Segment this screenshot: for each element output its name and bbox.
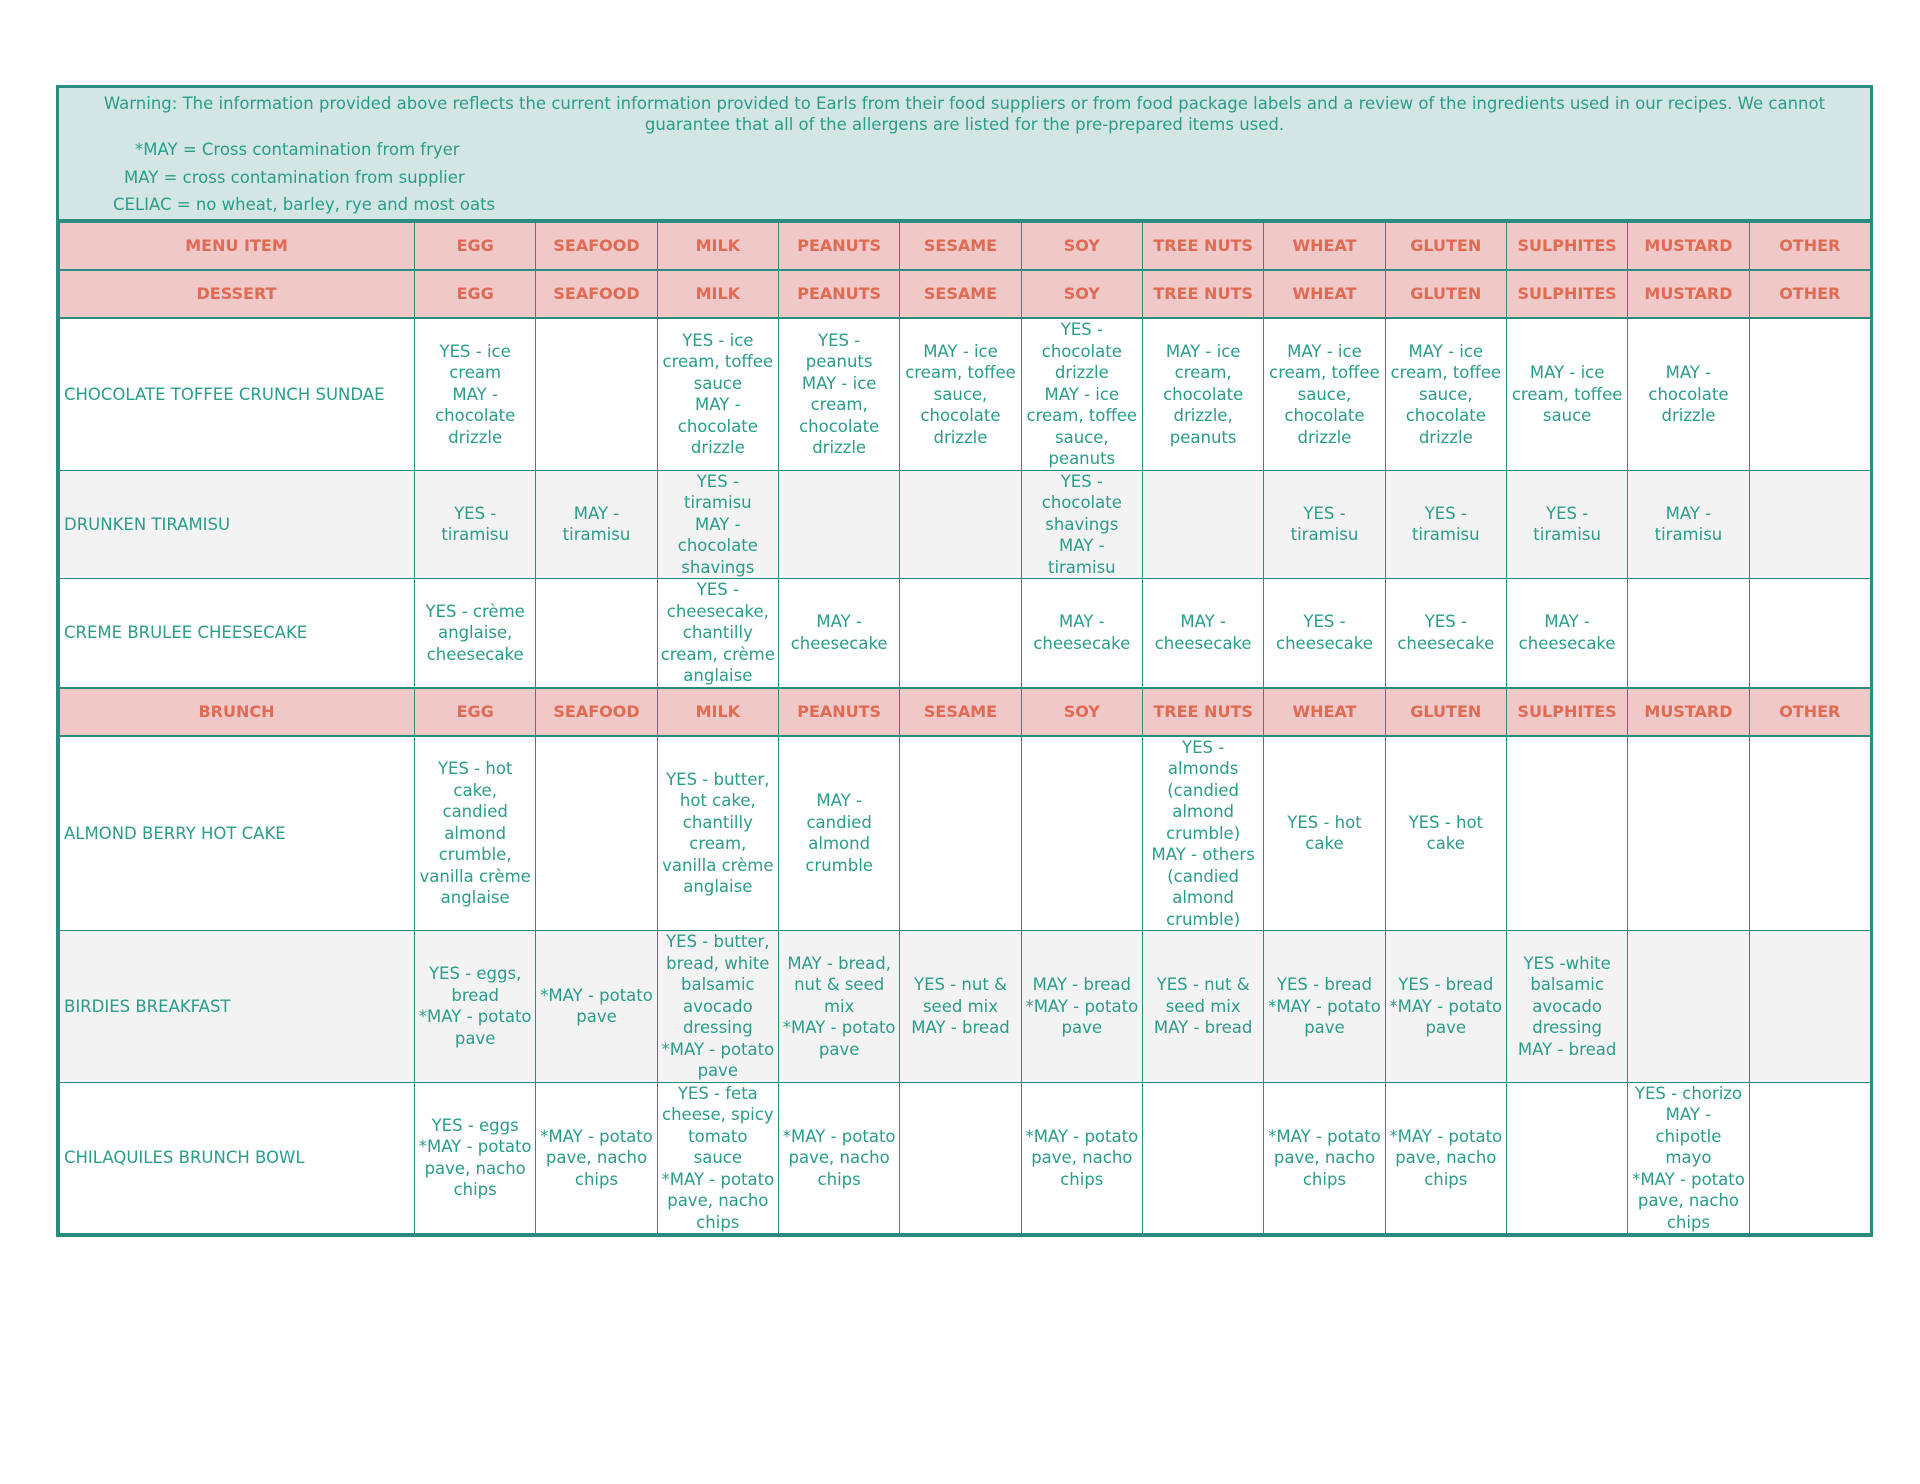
header-cell-gluten: GLUTEN (1385, 270, 1506, 318)
header-cell-peanuts: PEANUTS (778, 688, 899, 736)
cell-sulphites: MAY - cheesecake (1506, 579, 1627, 688)
table-row (60, 931, 1871, 1083)
header-cell-tree-nuts: TREE NUTS (1142, 270, 1263, 318)
header-cell-sulphites: SULPHITES (1506, 222, 1627, 270)
header-cell-seafood: SEAFOOD (536, 222, 657, 270)
cell-gluten: YES - hot cake (1385, 736, 1506, 931)
cell-egg: YES - ice cream MAY - chocolate drizzle (415, 318, 536, 470)
cell-peanuts: *MAY - potato pave, nacho chips (778, 1082, 899, 1234)
cell-gluten: YES - bread *MAY - potato pave (1385, 931, 1506, 1083)
cell-mustard: MAY - chocolate drizzle (1628, 318, 1749, 470)
table-row (60, 470, 1871, 579)
header-cell-seafood: SEAFOOD (536, 688, 657, 736)
header-cell-sesame: SESAME (900, 688, 1021, 736)
header-cell-mustard: MUSTARD (1628, 688, 1749, 736)
header-cell-label: DESSERT (60, 270, 415, 318)
cell-other (1749, 736, 1870, 931)
legend-celiac: CELIAC = no wheat, barley, rye and most oats (113, 195, 496, 214)
cell-milk: YES - butter, bread, white balsamic avocado dressing *MAY - potato pave (657, 931, 778, 1083)
cell-sesame: YES - nut & seed mix MAY - bread (900, 931, 1021, 1083)
cell-sesame (900, 1082, 1021, 1234)
header-cell-label: BRUNCH (60, 688, 415, 736)
section-header-dessert (60, 270, 1871, 318)
cell-sesame (900, 736, 1021, 931)
cell-other (1749, 579, 1870, 688)
cell-peanuts: YES - peanuts MAY - ice cream, chocolate drizzle (778, 318, 899, 470)
cell-mustard (1628, 931, 1749, 1083)
cell-soy: MAY - bread *MAY - potato pave (1021, 931, 1142, 1083)
header-cell-tree-nuts: TREE NUTS (1142, 688, 1263, 736)
menu-item-name: DRUNKEN TIRAMISU (60, 470, 415, 579)
header-cell-gluten: GLUTEN (1385, 688, 1506, 736)
cell-sulphites: YES -white balsamic avocado dressing MAY - bread (1506, 931, 1627, 1083)
cell-wheat: YES - bread *MAY - potato pave (1264, 931, 1385, 1083)
header-cell-sesame: SESAME (900, 222, 1021, 270)
cell-sesame (900, 579, 1021, 688)
cell-egg: YES - eggs *MAY - potato pave, nacho chips (415, 1082, 536, 1234)
cell-sulphites: MAY - ice cream, toffee sauce (1506, 318, 1627, 470)
cell-tree-nuts: YES - nut & seed mix MAY - bread (1142, 931, 1263, 1083)
header-cell-egg: EGG (415, 688, 536, 736)
cell-mustard: YES - chorizo MAY - chipotle mayo *MAY - potato pave, nacho chips (1628, 1082, 1749, 1234)
header-cell-milk: MILK (657, 222, 778, 270)
cell-tree-nuts: MAY - ice cream, chocolate drizzle, peanuts (1142, 318, 1263, 470)
cell-milk: YES - tiramisu MAY - chocolate shavings (657, 470, 778, 579)
cell-egg: YES - hot cake, candied almond crumble, vanilla crème anglaise (415, 736, 536, 931)
header-cell-other: OTHER (1749, 270, 1870, 318)
header-cell-wheat: WHEAT (1264, 222, 1385, 270)
cell-egg: YES - tiramisu (415, 470, 536, 579)
header-cell-egg: EGG (415, 222, 536, 270)
cell-milk: YES - ice cream, toffee sauce MAY - chocolate drizzle (657, 318, 778, 470)
cell-gluten: YES - cheesecake (1385, 579, 1506, 688)
cell-peanuts: MAY - candied almond crumble (778, 736, 899, 931)
header-cell-other: OTHER (1749, 222, 1870, 270)
cell-seafood (536, 579, 657, 688)
table-row (60, 579, 1871, 688)
header-cell-mustard: MUSTARD (1628, 270, 1749, 318)
header-cell-other: OTHER (1749, 688, 1870, 736)
cell-other (1749, 318, 1870, 470)
legend-supplier: MAY = cross contamination from supplier (124, 168, 465, 187)
header-cell-egg: EGG (415, 270, 536, 318)
cell-milk: YES - butter, hot cake, chantilly cream, vanilla crème anglaise (657, 736, 778, 931)
header-cell-soy: SOY (1021, 270, 1142, 318)
column-header-row (60, 222, 1871, 270)
header-cell-soy: SOY (1021, 688, 1142, 736)
warning-notice (59, 88, 1870, 221)
cell-sulphites: YES - tiramisu (1506, 470, 1627, 579)
cell-peanuts: MAY - cheesecake (778, 579, 899, 688)
header-cell-sesame: SESAME (900, 270, 1021, 318)
table-row (60, 1082, 1871, 1234)
menu-item-name: CREME BRULEE CHEESECAKE (60, 579, 415, 688)
header-cell-wheat: WHEAT (1264, 688, 1385, 736)
cell-mustard: MAY - tiramisu (1628, 470, 1749, 579)
header-cell-sulphites: SULPHITES (1506, 688, 1627, 736)
cell-soy (1021, 736, 1142, 931)
section-header-brunch (60, 688, 1871, 736)
cell-soy: MAY - cheesecake (1021, 579, 1142, 688)
menu-item-name: ALMOND BERRY HOT CAKE (60, 736, 415, 931)
cell-sesame: MAY - ice cream, toffee sauce, chocolate drizzle (900, 318, 1021, 470)
allergen-chart (56, 85, 1873, 1237)
allergen-table (59, 221, 1871, 1234)
cell-wheat: *MAY - potato pave, nacho chips (1264, 1082, 1385, 1234)
cell-gluten: YES - tiramisu (1385, 470, 1506, 579)
cell-egg: YES - eggs, bread *MAY - potato pave (415, 931, 536, 1083)
menu-item-name: BIRDIES BREAKFAST (60, 931, 415, 1083)
header-cell-seafood: SEAFOOD (536, 270, 657, 318)
cell-wheat: YES - cheesecake (1264, 579, 1385, 688)
cell-other (1749, 931, 1870, 1083)
header-cell-soy: SOY (1021, 222, 1142, 270)
menu-item-name: CHOCOLATE TOFFEE CRUNCH SUNDAE (60, 318, 415, 470)
cell-tree-nuts (1142, 470, 1263, 579)
header-cell-peanuts: PEANUTS (778, 270, 899, 318)
menu-item-name: CHILAQUILES BRUNCH BOWL (60, 1082, 415, 1234)
cell-gluten: MAY - ice cream, toffee sauce, chocolate drizzle (1385, 318, 1506, 470)
cell-peanuts: MAY - bread, nut & seed mix *MAY - potato pave (778, 931, 899, 1083)
cell-seafood: *MAY - potato pave, nacho chips (536, 1082, 657, 1234)
header-cell-sulphites: SULPHITES (1506, 270, 1627, 318)
cell-tree-nuts (1142, 1082, 1263, 1234)
header-cell-gluten: GLUTEN (1385, 222, 1506, 270)
cell-soy: *MAY - potato pave, nacho chips (1021, 1082, 1142, 1234)
cell-gluten: *MAY - potato pave, nacho chips (1385, 1082, 1506, 1234)
header-cell-tree-nuts: TREE NUTS (1142, 222, 1263, 270)
cell-other (1749, 1082, 1870, 1234)
cell-tree-nuts: YES - almonds (candied almond crumble) MAY - others (candied almond crumble) (1142, 736, 1263, 931)
cell-soy: YES - chocolate shavings MAY - tiramisu (1021, 470, 1142, 579)
cell-seafood (536, 736, 657, 931)
cell-mustard (1628, 579, 1749, 688)
cell-wheat: YES - tiramisu (1264, 470, 1385, 579)
warning-text: Warning: The information provided above reflects the current information provided to Earls from their food suppliers or from food package labels and a review of the ingredients used in our recipes. We cannot guarantee that all of the allergens are listed for the pre-prepared items used. (103, 94, 1826, 134)
cell-seafood: MAY - tiramisu (536, 470, 657, 579)
cell-seafood (536, 318, 657, 470)
cell-soy: YES - chocolate drizzle MAY - ice cream, toffee sauce, peanuts (1021, 318, 1142, 470)
cell-sulphites (1506, 736, 1627, 931)
header-cell-peanuts: PEANUTS (778, 222, 899, 270)
cell-mustard (1628, 736, 1749, 931)
cell-milk: YES - cheesecake, chantilly cream, crème anglaise (657, 579, 778, 688)
table-row (60, 318, 1871, 470)
cell-sesame (900, 470, 1021, 579)
cell-seafood: *MAY - potato pave (536, 931, 657, 1083)
header-cell-wheat: WHEAT (1264, 270, 1385, 318)
cell-egg: YES - crème anglaise, cheesecake (415, 579, 536, 688)
table-row (60, 736, 1871, 931)
cell-peanuts (778, 470, 899, 579)
cell-other (1749, 470, 1870, 579)
header-cell-milk: MILK (657, 688, 778, 736)
legend-fryer: *MAY = Cross contamination from fryer (135, 140, 460, 159)
header-cell-mustard: MUSTARD (1628, 222, 1749, 270)
header-cell-label: MENU ITEM (60, 222, 415, 270)
header-cell-milk: MILK (657, 270, 778, 318)
cell-sulphites (1506, 1082, 1627, 1234)
cell-wheat: YES - hot cake (1264, 736, 1385, 931)
cell-wheat: MAY - ice cream, toffee sauce, chocolate drizzle (1264, 318, 1385, 470)
cell-tree-nuts: MAY - cheesecake (1142, 579, 1263, 688)
cell-milk: YES - feta cheese, spicy tomato sauce *MAY - potato pave, nacho chips (657, 1082, 778, 1234)
